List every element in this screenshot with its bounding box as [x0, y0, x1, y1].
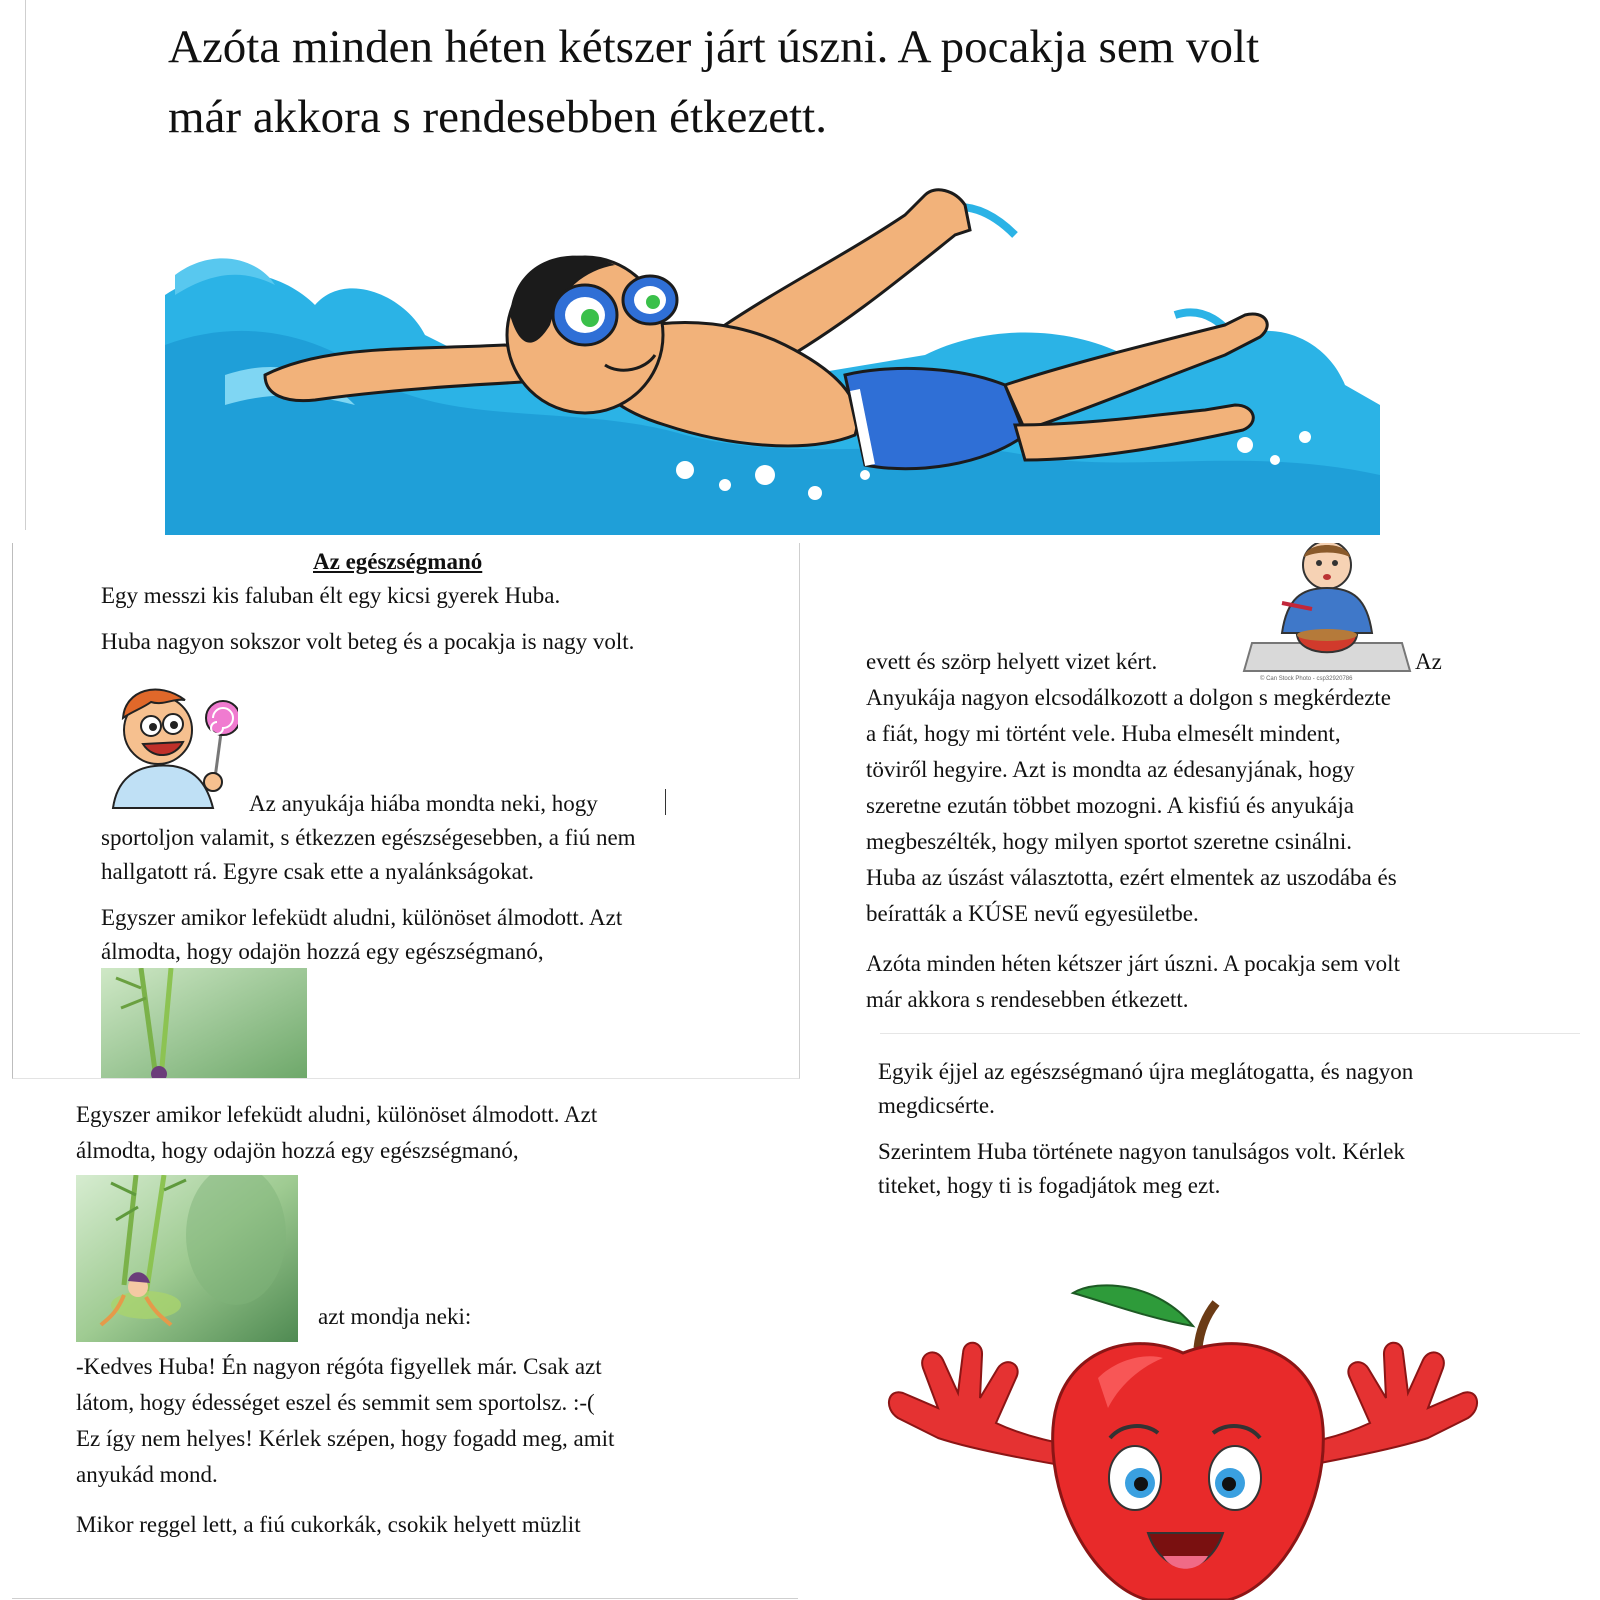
lower-paragraph-2-line-4 [76, 1458, 218, 1492]
paragraph-3-line-3-text: hallgatott rá. Egyre csak ette a nyalánkságokat. [101, 859, 534, 884]
right-paragraph-1-line-6 [866, 825, 1352, 859]
paragraph-4-line-1-text: Egyszer amikor lefeküdt aludni, különöset álmodott. Azt [101, 905, 623, 930]
banner-text-line-1: Azóta minden héten kétszer járt úszni. A pocakja sem volt [168, 21, 1260, 73]
boy-with-lollipop-illustration [103, 678, 238, 813]
fairy-on-bamboo-illustration [76, 1175, 298, 1342]
lower-paragraph-1-line-1 [76, 1098, 597, 1132]
lower-paragraph-2-line-4-text: anyukád mond. [76, 1462, 218, 1487]
right-paragraph-1-line-8-text: beíratták a KÚSE nevű egyesületbe. [866, 901, 1199, 926]
right-paragraph-3-line-2-text: megdicsérte. [878, 1093, 995, 1118]
right-paragraph-1-line-7-text: Huba az úszást választotta, ezért elmentek az uszodába és [866, 865, 1397, 890]
right-paragraph-4-line-1-text: Szerintem Huba története nagyon tanulságos volt. Kérlek [878, 1139, 1405, 1164]
document-page-left-lower [12, 1078, 798, 1599]
smiling-apple-character [878, 1258, 1493, 1600]
lower-paragraph-1-tail-text: azt mondja neki: [318, 1304, 472, 1329]
right-paragraph-2-line-2-text: már akkora s rendesebben étkezett. [866, 987, 1189, 1012]
lower-paragraph-1-line-1-text: Egyszer amikor lefeküdt aludni, különöset álmodott. Azt [76, 1102, 598, 1127]
paragraph-2-text: Huba nagyon sokszor volt beteg és a pocakja is nagy volt. [101, 629, 635, 654]
paragraph-1 [101, 579, 560, 613]
right-paragraph-1-line-7 [866, 861, 1397, 895]
right-paragraph-1-line-5-text: szeretne ezután többet mozogni. A kisfiú és anyukája [866, 793, 1354, 818]
lower-paragraph-2-line-3-text: Ez így nem helyes! Kérlek szépen, hogy fogadd meg, amit [76, 1426, 615, 1451]
right-paragraph-1-line-4-text: töviről hegyire. Azt is mondta az édesanyjának, hogy [866, 757, 1355, 782]
image-watermark: © Can Stock Photo - csp32920786 [1260, 676, 1353, 682]
lower-paragraph-2-line-2 [76, 1386, 595, 1420]
right-paragraph-1-line-8 [866, 897, 1199, 931]
lower-paragraph-2-line-1-text: -Kedves Huba! Én nagyon régóta figyellek már. Csak azt [76, 1354, 602, 1379]
paragraph-4-line-2 [101, 935, 544, 969]
document-page-right [866, 543, 1580, 1600]
lower-paragraph-1-tail [318, 1300, 471, 1334]
paragraph-4-line-2-text: álmodta, hogy odajön hozzá egy egészségmanó, [101, 939, 544, 964]
story-title: Az egészségmanó [313, 549, 483, 574]
paragraph-3-line-1-text: Az anyukája hiába mondta neki, hogy [249, 791, 598, 816]
lower-paragraph-2-line-3 [76, 1422, 614, 1456]
right-paragraph-1-line-3 [866, 717, 1341, 751]
paragraph-3-line-3 [101, 855, 534, 889]
right-paragraph-4-line-2 [878, 1169, 1220, 1203]
lower-paragraph-3 [76, 1508, 581, 1542]
paragraph-4-line-1 [101, 901, 622, 935]
lower-paragraph-3-text: Mikor reggel lett, a fiú cukorkák, csokik helyett müzlit [76, 1512, 581, 1537]
cropped-text-line [52, 1078, 772, 1084]
swimmer-illustration [165, 175, 1380, 535]
right-paragraph-2-line-1-text: Azóta minden héten kétszer járt úszni. A pocakja sem volt [866, 951, 1400, 976]
right-paragraph-1-line-3-text: a fiát, hogy mi történt vele. Huba elmesélt mindent, [866, 721, 1341, 746]
paragraph-3-line-1 [249, 787, 598, 821]
right-paragraph-1-line-4 [866, 753, 1355, 787]
right-paragraph-1-line-1-text: evett és szörp helyett vizet kért. [866, 649, 1158, 674]
right-paragraph-1-line-5 [866, 789, 1354, 823]
lower-paragraph-1-line-2 [76, 1134, 519, 1168]
paragraph-3-line-2 [101, 821, 636, 855]
right-paragraph-3-line-1 [878, 1055, 1413, 1089]
document-page-left-upper [12, 543, 800, 1079]
right-paragraph-1-line-1-tail-text: Az [1415, 649, 1442, 674]
right-paragraph-1-line-2-text: Anyukája nagyon elcsodálkozott a dolgon s megkérdezte [866, 685, 1392, 710]
right-paragraph-1-line-1 [866, 645, 1157, 679]
fairy-on-bamboo-illustration-cropped [101, 968, 307, 1078]
text-cursor [665, 789, 666, 815]
right-paragraph-3-line-2 [878, 1089, 995, 1123]
right-paragraph-1-line-2 [866, 681, 1391, 715]
page-break-line [880, 1033, 1580, 1034]
right-paragraph-3-line-1-text: Egyik éjjel az egészségmanó újra meglátogatta, és nagyon [878, 1059, 1414, 1084]
lower-paragraph-2-line-2-text: látom, hogy édességet eszel és semmit sem sportolsz. :-( [76, 1390, 595, 1415]
right-paragraph-4-line-1 [878, 1135, 1405, 1169]
boy-eating-cereal-illustration [1242, 543, 1412, 683]
banner-text [168, 12, 1498, 152]
page-edge-line [25, 0, 26, 530]
right-paragraph-1-line-6-text: megbeszélték, hogy milyen sportot szeretne csinálni. [866, 829, 1353, 854]
lower-paragraph-1-line-2-text: álmodta, hogy odajön hozzá egy egészségmanó, [76, 1138, 519, 1163]
right-paragraph-2-line-1 [866, 947, 1400, 981]
right-paragraph-1-line-1-tail [1415, 645, 1442, 679]
right-paragraph-4-line-2-text: titeket, hogy ti is fogadjátok meg ezt. [878, 1173, 1221, 1198]
paragraph-1-text: Egy messzi kis faluban élt egy kicsi gyerek Huba. [101, 583, 561, 608]
right-paragraph-2-line-2 [866, 983, 1188, 1017]
paragraph-3-line-2-text: sportoljon valamit, s étkezzen egészségesebben, a fiú nem [101, 825, 636, 850]
paragraph-2 [101, 625, 634, 659]
lower-paragraph-2-line-1 [76, 1350, 602, 1384]
banner-text-line-2: már akkora s rendesebben étkezett. [168, 91, 827, 143]
